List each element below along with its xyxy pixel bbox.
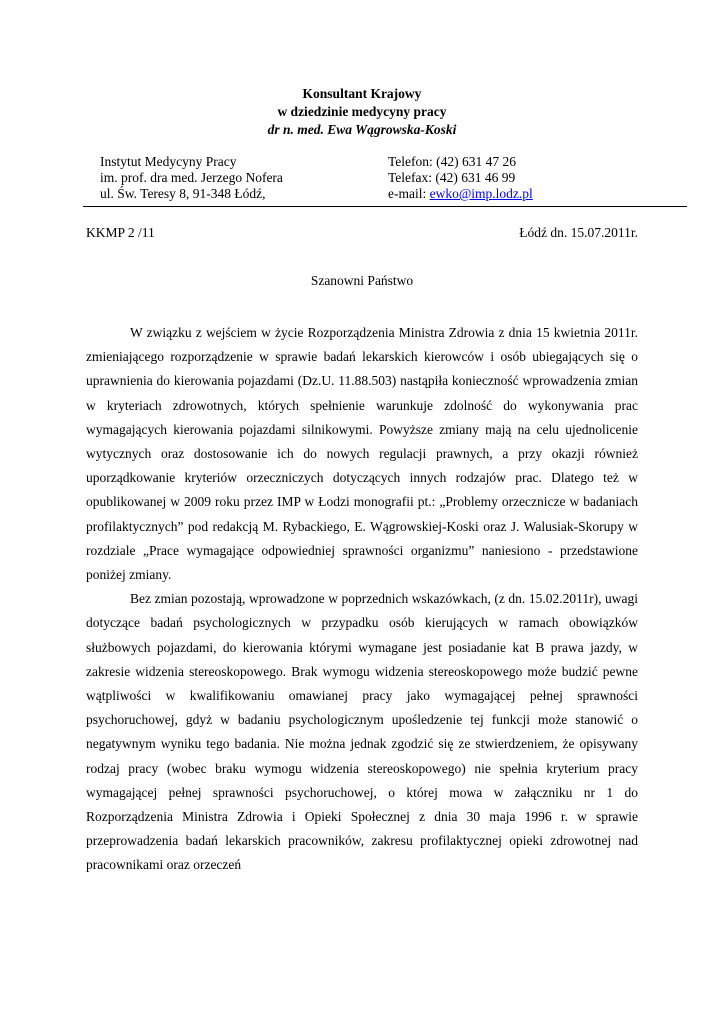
consultant-field: w dziedzinie medycyny pracy: [277, 104, 447, 119]
letter-body: [86, 321, 638, 878]
institute-name: Instytut Medycyny Pracy: [100, 154, 237, 169]
email-label: e-mail:: [388, 186, 430, 201]
contact-details: [388, 154, 533, 202]
reference-number: KKMP 2 /11: [86, 225, 155, 240]
institute-street: ul. Św. Teresy 8, 91-348 Łódź,: [100, 186, 266, 201]
fax-number: Telefax: (42) 631 46 99: [388, 170, 516, 185]
institute-patron: im. prof. dra med. Jerzego Nofera: [100, 170, 283, 185]
email-line: [388, 186, 533, 202]
institute-address: [100, 154, 283, 202]
paragraph: Bez zmian pozostają, wprowadzone w poprzednich wskazówkach, (z dn. 15.02.2011r), uwagi dotyczące badań psychologicznych w przypadku osób kierujących w ramach obowiązków służbowych pojazdami, do kierowania którymi wymagane jest posiadanie kat B prawa jazdy, w zakresie widzenia stereoskopowego. Brak wymogu widzenia stereoskopowego może budzić pewne wątpliwości w kwalifikowaniu omawianej pracy jako wymagającej pełnej sprawności psychoruchowej, gdyż w badaniu psychologicznym upośledzenie tej funkcji może stanowić o negatywnym wyniku tego badania. Nie można jednak zgodzić się ze stwierdzeniem, że opisywany rodzaj pracy (wobec braku wymogu widzenia stereoskopowego) nie spełnia kryterium pracy wymagającej pełnej sprawności psychoruchowej, o której mowa w załączniku nr 1 do Rozporządzenia Ministra Zdrowia i Opieki Społecznej z dnia 30 maja 1996 r. w sprawie przeprowadzenia badań lekarskich pracowników, zakresu profilaktycznej opieki zdrowotnej nad pracownikami oraz orzeczeń: [86, 591, 638, 873]
paragraph: W związku z wejściem w życie Rozporządzenia Ministra Zdrowia z dnia 15 kwietnia 2011r. zmieniającego rozporządzenie w sprawie badań lekarskich kierowców i osób ubiegających się o uprawnienia do kierowania pojazdami (Dz.U. 11.88.503) nastąpiła konieczność wprowadzenia zmian w kryteriach zdrowotnych, których spełnienie warunkuje zdolność do wykonywania prac wymagających kierowania pojazdami silnikowymi. Powyższe zmiany mają na celu ujednolicenie wytycznych oraz dostosowanie ich do nowych regulacji prawnych, a przy okazji również uporządkowanie kryteriów orzeczniczych dotyczących innych rodzajów prac. Dlatego też w opublikowanej w 2009 roku przez IMP w Łodzi monografii pt.: „Problemy orzecznicze w badaniach profilaktycznych” pod redakcją M. Rybackiego, E. Wągrowskiej-Koski oraz J. Walusiak-Skorupy w rozdziale „Prace wymagające odpowiedniej sprawności organizmu” naniesiono - przedstawione poniżej zmiany.: [86, 325, 638, 583]
letterhead: [0, 85, 724, 139]
phone-number: Telefon: (42) 631 47 26: [388, 154, 517, 169]
consultant-name: dr n. med. Ewa Wągrowska-Koski: [267, 122, 457, 137]
letter-date: Łódź dn. 15.07.2011r.: [519, 225, 638, 240]
header-divider: [83, 206, 687, 207]
email-link[interactable]: ewko@imp.lodz.pl: [429, 186, 533, 201]
salutation: Szanowni Państwo: [310, 273, 414, 288]
consultant-title: Konsultant Krajowy: [302, 86, 422, 101]
